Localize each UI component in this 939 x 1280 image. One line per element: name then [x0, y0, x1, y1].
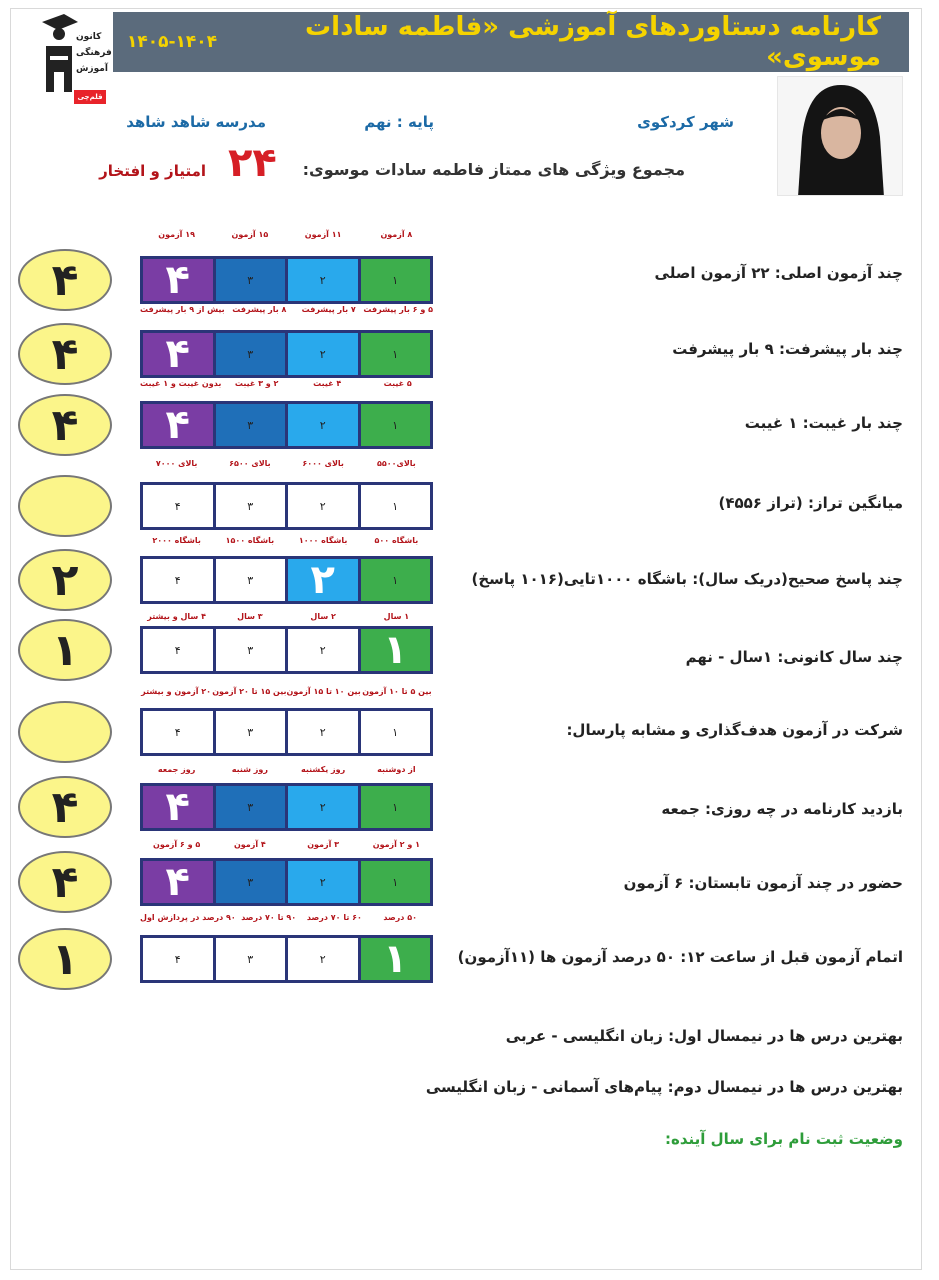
score-circle	[18, 475, 112, 537]
level-captions	[140, 459, 433, 468]
level-caption: بالای۵۵۰۰	[376, 459, 416, 468]
level-captions	[140, 840, 433, 849]
level-caption: بالای ۶۵۰۰	[229, 459, 271, 468]
level-caption: ۴ آزمون	[233, 840, 266, 849]
level-caption: ۲ و ۳ غیبت	[234, 379, 279, 388]
level-captions	[140, 612, 433, 621]
level-caption: ۳ آزمون	[307, 840, 340, 849]
student-grade: پایه : نهم	[364, 113, 434, 131]
kanoon-logo	[38, 12, 110, 104]
level-caption: بالای ۶۰۰۰	[302, 459, 344, 468]
level-caption: بالای ۷۰۰۰	[155, 459, 198, 468]
level-cell: ۱	[361, 861, 431, 903]
summary-label: مجموع ویژگی های ممتاز فاطمه سادات موسوی:	[302, 160, 685, 179]
level-bar	[140, 556, 433, 604]
score-circle: ۱	[18, 619, 112, 681]
level-caption: ۲ سال	[310, 612, 336, 621]
level-caption: ۲۰ آزمون و بیشتر	[141, 687, 212, 696]
level-caption: ۱۹ آزمون	[158, 230, 195, 239]
level-caption: ۹۰ تا ۷۰ درصد	[241, 913, 297, 922]
level-captions	[140, 230, 433, 239]
level-cell: ۴	[143, 938, 213, 980]
level-caption: باشگاه ۲۰۰۰	[152, 536, 201, 545]
level-cell: ۱	[361, 629, 431, 671]
level-caption: بین ۱۵ تا ۲۰ آزمون	[212, 687, 287, 696]
level-captions	[140, 913, 433, 922]
criterion-label: حضور در چند آزمون تابستان: ۶ آزمون	[623, 874, 903, 892]
level-caption: ۵ و ۶ بار پیشرفت	[363, 305, 433, 314]
level-caption: ۴ غیبت	[313, 379, 342, 388]
level-caption: ۱۱ آزمون	[304, 230, 342, 239]
level-caption: از دوشنبه	[377, 765, 416, 774]
level-cell: ۴	[143, 485, 213, 527]
level-caption: روز یکشنبه	[301, 765, 346, 774]
level-captions	[140, 687, 433, 696]
level-bar	[140, 858, 433, 906]
score-circle: ۱	[18, 928, 112, 990]
level-captions	[140, 536, 433, 545]
level-caption: باشگاه ۵۰۰	[374, 536, 419, 545]
score-circle: ۴	[18, 394, 112, 456]
level-bar	[140, 783, 433, 831]
logo-line2: فرهنگی	[76, 48, 112, 58]
logo-line3: آموزش	[76, 64, 108, 74]
level-caption: ۶۰ تا ۷۰ درصد	[306, 913, 362, 922]
level-cell: ۲	[288, 485, 358, 527]
criterion-label: چند پاسخ صحیح(دریک سال): باشگاه ۱۰۰۰تایی(۱۰۱۶ پاسخ)	[471, 570, 903, 588]
level-caption: ۳ سال	[237, 612, 263, 621]
level-cell: ۱	[361, 333, 431, 375]
level-captions	[140, 305, 433, 314]
criterion-label: میانگین تراز: (تراز ۴۵۵۶)	[718, 494, 903, 512]
logo-line1: کانون	[76, 32, 102, 42]
level-cell: ۳	[216, 938, 286, 980]
level-cell: ۲	[288, 259, 358, 301]
level-caption: روز شنبه	[231, 765, 268, 774]
level-caption: باشگاه ۱۵۰۰	[225, 536, 275, 545]
level-cell: ۳	[216, 861, 286, 903]
level-cell: ۴	[143, 711, 213, 753]
total-score: ۲۴	[228, 140, 277, 186]
level-cell: ۲	[288, 404, 358, 446]
level-cell: ۱	[361, 259, 431, 301]
score-circle: ۲	[18, 549, 112, 611]
criterion-label: چند بار غیبت: ۱ غیبت	[744, 414, 903, 432]
level-cell: ۲	[288, 861, 358, 903]
level-caption: بدون غیبت و ۱ غیبت	[140, 379, 222, 388]
score-circle: ۴	[18, 323, 112, 385]
level-caption: ۱ سال	[383, 612, 410, 621]
level-cell: ۱	[361, 404, 431, 446]
level-cell: ۴	[143, 559, 213, 601]
report-header	[113, 12, 909, 72]
level-cell: ۳	[216, 786, 286, 828]
level-caption: ۸ آزمون	[380, 230, 413, 239]
score-circle: ۴	[18, 851, 112, 913]
score-circle	[18, 701, 112, 763]
level-bar	[140, 935, 433, 983]
header-years: ۱۴۰۵-۱۴۰۴	[127, 32, 218, 52]
level-caption: ۵ غیبت	[383, 379, 412, 388]
level-cell: ۱	[361, 559, 431, 601]
score-circle: ۴	[18, 249, 112, 311]
student-city: شهر کردکوی	[637, 113, 734, 131]
level-caption: ۸ بار پیشرفت	[232, 305, 287, 314]
level-cell: ۴	[143, 861, 213, 903]
best-subjects-first: بهترین درس ها در نیمسال اول: زبان انگلیسی - عربی	[505, 1027, 903, 1045]
level-bar	[140, 482, 433, 530]
student-photo	[777, 76, 903, 196]
level-bar	[140, 330, 433, 378]
level-cell: ۳	[216, 711, 286, 753]
level-cell: ۲	[288, 786, 358, 828]
header-title: کارنامه دستاوردهای آموزشی «فاطمه سادات موسوی»	[305, 12, 881, 72]
best-subjects-second: بهترین درس ها در نیمسال دوم: پیام‌های آسمانی - زبان انگلیسی	[425, 1078, 903, 1096]
level-caption: ۹۰ درصد در پردازش اول	[140, 913, 236, 922]
level-captions	[140, 379, 433, 388]
level-cell: ۳	[216, 259, 286, 301]
level-bar	[140, 401, 433, 449]
criterion-label: چند سال کانونی: ۱سال - نهم	[685, 648, 903, 666]
level-cell: ۴	[143, 629, 213, 671]
logo-badge: قلم‌چی	[74, 90, 106, 104]
criterion-label: بازدید کارنامه در چه روزی: جمعه	[661, 800, 903, 818]
level-bar	[140, 708, 433, 756]
level-cell: ۲	[288, 629, 358, 671]
level-caption: باشگاه ۱۰۰۰	[298, 536, 348, 545]
student-school: مدرسه شاهد شاهد	[126, 113, 266, 131]
score-label: امتیاز و افتخار	[99, 162, 206, 180]
level-cell: ۲	[288, 559, 358, 601]
level-caption: ۷ بار پیشرفت	[301, 305, 356, 314]
level-cell: ۴	[143, 786, 213, 828]
criterion-label: چند بار پیشرفت: ۹ بار پیشرفت	[672, 340, 903, 358]
level-cell: ۱	[361, 786, 431, 828]
level-cell: ۲	[288, 938, 358, 980]
level-caption: روز جمعه	[157, 765, 196, 774]
level-cell: ۲	[288, 711, 358, 753]
level-caption: ۵ و ۶ آزمون	[152, 840, 201, 849]
level-cell: ۱	[361, 938, 431, 980]
level-captions	[140, 765, 433, 774]
graduate-icon	[38, 12, 78, 104]
level-cell: ۲	[288, 333, 358, 375]
level-cell: ۱	[361, 711, 431, 753]
level-caption: ۴ سال و بیشتر	[147, 612, 206, 621]
criterion-label: شرکت در آزمون هدف‌گذاری و مشابه پارسال:	[566, 721, 903, 739]
level-cell: ۳	[216, 559, 286, 601]
criterion-label: اتمام آزمون قبل از ساعت ۱۲: ۵۰ درصد آزمون ها (۱۱آزمون)	[457, 948, 903, 966]
criterion-label: چند آزمون اصلی: ۲۲ آزمون اصلی	[654, 264, 903, 282]
student-portrait-icon	[778, 77, 903, 196]
score-circle: ۴	[18, 776, 112, 838]
level-cell: ۴	[143, 259, 213, 301]
level-cell: ۴	[143, 404, 213, 446]
registration-status: وضعیت ثبت نام برای سال آینده:	[665, 1130, 903, 1148]
level-cell: ۱	[361, 485, 431, 527]
level-caption: بیش از ۹ بار پیشرفت	[140, 305, 225, 314]
level-cell: ۴	[143, 333, 213, 375]
level-bar	[140, 626, 433, 674]
level-cell: ۳	[216, 333, 286, 375]
level-caption: بین ۱۰ تا ۱۵ آزمون	[286, 687, 361, 696]
level-bar	[140, 256, 433, 304]
level-caption: ۵۰ درصد	[383, 913, 417, 922]
level-caption: ۱ و ۲ آزمون	[372, 840, 420, 849]
level-caption: ۱۵ آزمون	[231, 230, 269, 239]
level-cell: ۳	[216, 629, 286, 671]
level-cell: ۳	[216, 404, 286, 446]
level-cell: ۳	[216, 485, 286, 527]
level-caption: بین ۵ تا ۱۰ آزمون	[362, 687, 432, 696]
